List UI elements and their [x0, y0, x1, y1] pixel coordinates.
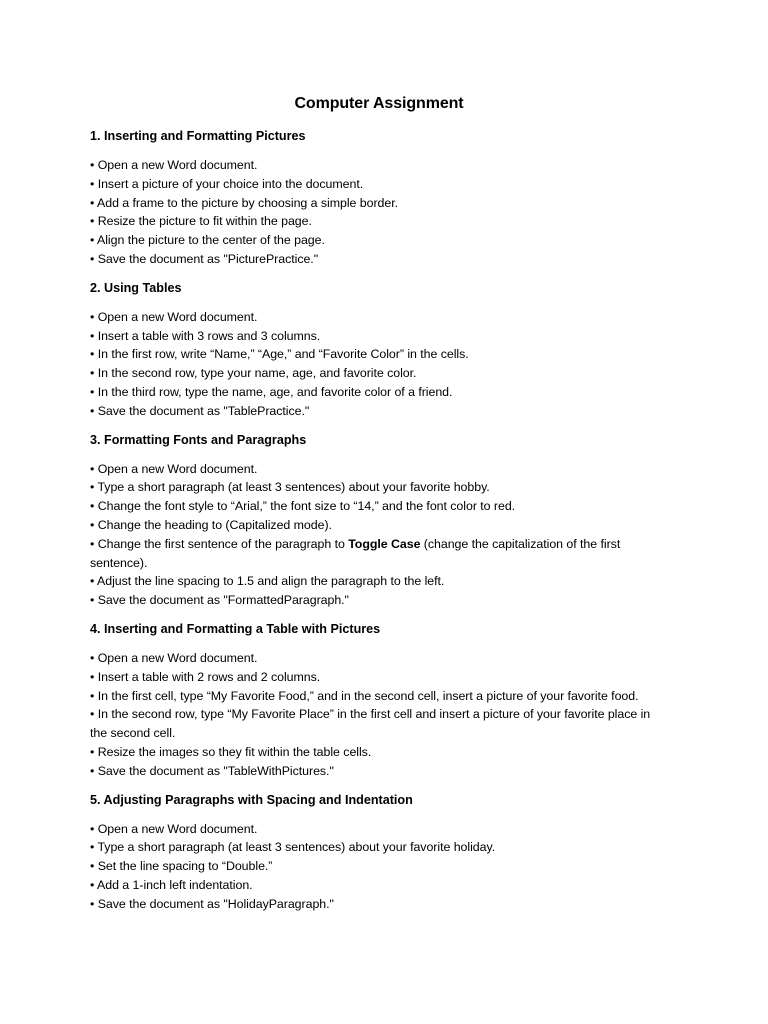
instruction-item [90, 364, 668, 383]
instruction-item [90, 820, 668, 839]
instruction-text: Change the first sentence of the paragraph to [97, 536, 349, 551]
assignment-section [90, 792, 668, 914]
instruction-text: Resize the images so they fit within the table cells. [97, 744, 372, 759]
instruction-item [90, 516, 668, 535]
bullet-icon: • [90, 195, 95, 210]
instruction-item [90, 705, 668, 743]
instruction-text: Open a new Word document. [97, 821, 258, 836]
bullet-icon: • [90, 763, 95, 778]
instruction-text: Type a short paragraph (at least 3 sentences) about your favorite holiday. [97, 840, 496, 855]
bullet-icon: • [90, 896, 95, 911]
instruction-item [90, 478, 668, 497]
instruction-item [90, 231, 668, 250]
instruction-item [90, 402, 668, 421]
instruction-item [90, 762, 668, 781]
instruction-text: (change the capitalization of the first sentence). [90, 536, 621, 570]
instruction-text: In the second row, type your name, age, and favorite color. [97, 366, 417, 381]
instruction-text: Save the document as "FormattedParagraph." [97, 593, 349, 608]
instruction-item [90, 687, 668, 706]
instruction-item [90, 895, 668, 914]
bullet-icon: • [90, 517, 95, 532]
instruction-text: Set the line spacing to “Double.” [97, 859, 273, 874]
instruction-text: Save the document as "HolidayParagraph." [97, 896, 334, 911]
instruction-text: Open a new Word document. [97, 309, 258, 324]
instruction-item [90, 668, 668, 687]
assignment-sections [90, 128, 668, 914]
instruction-item [90, 649, 668, 668]
bullet-icon: • [90, 158, 95, 172]
bullet-icon: • [90, 536, 95, 551]
section-heading: 4. Inserting and Formatting a Table with Pictures [90, 621, 381, 636]
bullet-icon: • [90, 233, 95, 248]
instruction-text: Align the picture to the center of the page. [97, 233, 325, 248]
bullet-icon: • [90, 744, 95, 759]
instruction-text: Insert a picture of your choice into the document. [97, 176, 364, 191]
instruction-item [90, 591, 668, 610]
bullet-icon: • [90, 366, 95, 381]
assignment-section [90, 280, 668, 421]
bullet-icon: • [90, 840, 95, 855]
bullet-icon: • [90, 877, 95, 892]
instruction-text: Open a new Word document. [97, 650, 258, 665]
instruction-item [90, 535, 668, 573]
assignment-section [90, 621, 668, 781]
instruction-text: Save the document as "TablePractice." [97, 403, 310, 418]
instruction-text: Add a 1-inch left indentation. [97, 877, 253, 892]
instruction-item [90, 743, 668, 762]
instruction-text: Type a short paragraph (at least 3 sentences) about your favorite hobby. [97, 480, 490, 495]
bullet-icon: • [90, 574, 95, 589]
instruction-text: Add a frame to the picture by choosing a simple border. [97, 195, 399, 210]
instruction-item [90, 194, 668, 213]
instruction-item [90, 327, 668, 346]
instruction-item [90, 383, 668, 402]
instruction-text: Adjust the line spacing to 1.5 and align the paragraph to the left. [97, 574, 445, 589]
instruction-text: Open a new Word document. [97, 158, 258, 172]
instruction-item [90, 175, 668, 194]
instruction-item [90, 497, 668, 516]
instruction-text: Change the heading to (Capitalized mode). [97, 517, 332, 532]
instruction-item [90, 345, 668, 364]
document-title: Computer Assignment [294, 95, 464, 112]
instruction-text: Open a new Word document. [97, 461, 258, 476]
bullet-icon: • [90, 859, 95, 874]
instruction-item [90, 308, 668, 327]
assignment-section [90, 128, 668, 269]
section-heading: 1. Inserting and Formatting Pictures [90, 129, 306, 143]
instruction-text: Save the document as "TableWithPictures." [97, 763, 334, 778]
instruction-item [90, 460, 668, 479]
bullet-icon: • [90, 669, 95, 684]
bullet-icon: • [90, 480, 95, 495]
bullet-icon: • [90, 499, 95, 514]
bullet-icon: • [90, 384, 95, 399]
bullet-icon: • [90, 707, 95, 722]
instruction-list [90, 156, 668, 269]
instruction-list [90, 308, 668, 421]
bullet-icon: • [90, 461, 95, 476]
assignment-section [90, 432, 668, 610]
bullet-icon: • [90, 214, 95, 229]
instruction-list [90, 820, 668, 914]
instruction-text: Resize the picture to fit within the page. [97, 214, 312, 229]
instruction-item [90, 572, 668, 591]
instruction-item [90, 212, 668, 231]
bullet-icon: • [90, 403, 95, 418]
instruction-text: Insert a table with 2 rows and 2 columns. [97, 669, 321, 684]
bullet-icon: • [90, 251, 95, 266]
instruction-text: In the first cell, type “My Favorite Food,” and in the second cell, insert a picture of your favorite food. [97, 688, 639, 703]
bullet-icon: • [90, 688, 95, 703]
section-heading: 3. Formatting Fonts and Paragraphs [90, 432, 307, 447]
instruction-text: Save the document as "PicturePractice." [97, 251, 319, 266]
instruction-item [90, 250, 668, 269]
instruction-bold-text: Toggle Case [348, 536, 421, 551]
bullet-icon: • [90, 650, 95, 665]
instruction-list [90, 649, 668, 781]
instruction-text: Insert a table with 3 rows and 3 columns. [97, 328, 321, 343]
section-heading: 2. Using Tables [90, 280, 182, 295]
instruction-item [90, 857, 668, 876]
bullet-icon: • [90, 821, 95, 836]
bullet-icon: • [90, 309, 95, 324]
instruction-item [90, 156, 668, 175]
instruction-list [90, 460, 668, 610]
bullet-icon: • [90, 176, 95, 191]
instruction-text: In the second row, type “My Favorite Place” in the first cell and insert a picture of your favorite place in the second cell. [90, 707, 651, 741]
instruction-text: In the first row, write “Name,” “Age,” and “Favorite Color” in the cells. [97, 347, 469, 362]
instruction-text: In the third row, type the name, age, and favorite color of a friend. [97, 384, 453, 399]
instruction-item [90, 838, 668, 857]
bullet-icon: • [90, 347, 95, 362]
bullet-icon: • [90, 328, 95, 343]
section-heading: 5. Adjusting Paragraphs with Spacing and Indentation [90, 792, 413, 807]
bullet-icon: • [90, 593, 95, 608]
instruction-text: Change the font style to “Arial,” the font size to “14,” and the font color to red. [97, 499, 516, 514]
instruction-item [90, 876, 668, 895]
